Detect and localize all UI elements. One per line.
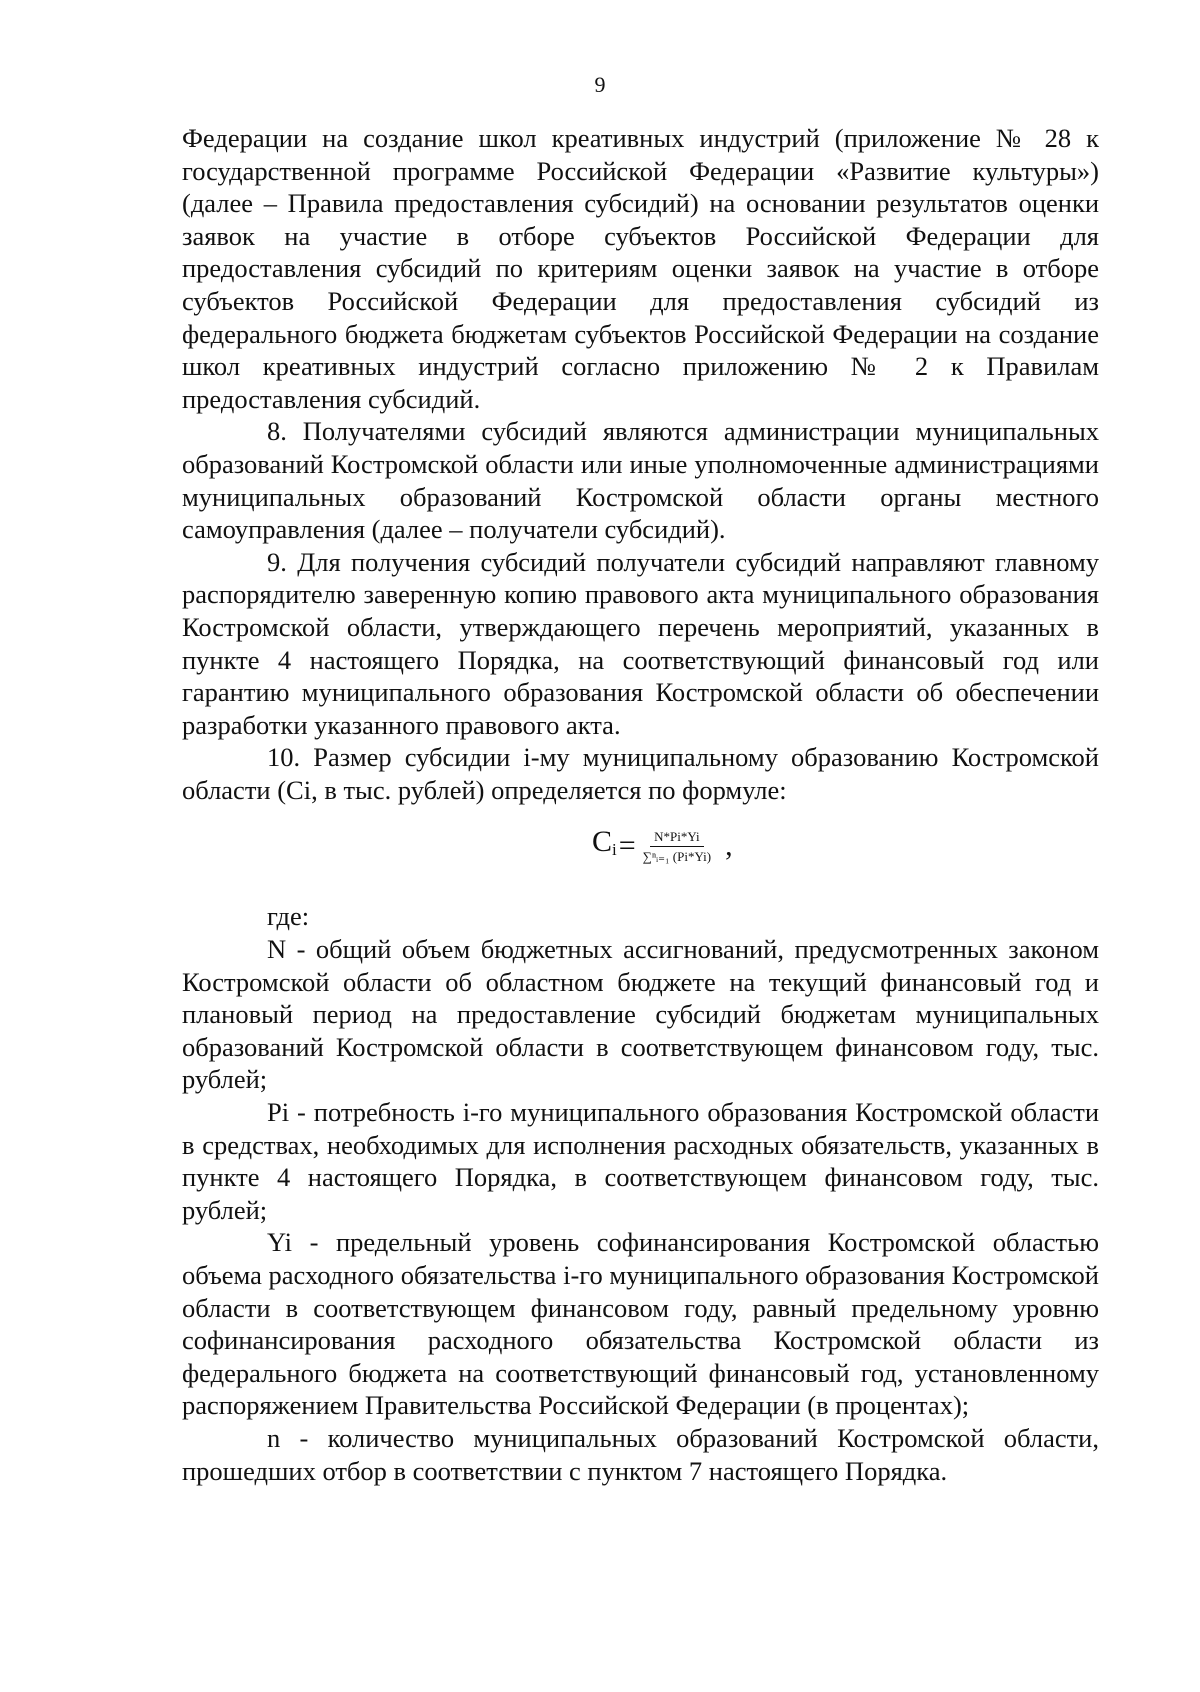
paragraph-9: 9. Для получения субсидий получатели субсидий направляют главному распорядителю заверенную копию правового акта муниципального образования Костромской области, утверждающего перечень мероприятий, указанных в пункте 4 настоящего Порядка, на соответствующий финансовый год или гарантию муниципального образования Костромской области об обеспечении разработки указанного правового акта. (182, 546, 1099, 740)
subsidy-formula (592, 826, 733, 867)
where-label: где: (267, 901, 310, 932)
definition-Yi: Yi - предельный уровень софинансирования Костромской областью объема расходного обязательства i-го муниципального образования Костромской области в соответствующем финансовом году, равный предельному уровню софинансирования расходного обязательства Костромской области из федерального бюджета на соответствующий финансовый год, установленному распоряжением Правительства Российской Федерации (в процентах); (182, 1227, 1099, 1421)
definition-Pi: Pi - потребность i-го муниципального образования Костромской области в средствах, необходимых для исполнения расходных обязательств, указанных в пункте 4 настоящего Порядка, в соответствующем финансовом году, тыс. рублей; (182, 1097, 1099, 1225)
formula-denominator: ∑ⁿᵢ₌₁ (Pi*Yi) (642, 849, 712, 865)
page-number: 9 (594, 72, 606, 97)
definition-N: N - общий объем бюджетных ассигнований, предусмотренных законом Костромской области об областном бюджете на текущий финансовый год и плановый период на предоставление субсидий бюджетам муниципальных образований Костромской области в соответствующем финансовом году, тыс. рублей; (182, 934, 1099, 1095)
formula-lhs-subscript: i (612, 840, 617, 860)
formula-fraction (639, 829, 715, 864)
document-body (182, 122, 1099, 1487)
paragraph-8: 8. Получателями субсидий являются администрации муниципальных образований Костромской области или иные уполномоченные администрациями муниципальных образований Костромской области органы местного самоуправления (далее – получатели субсидий). (182, 416, 1099, 545)
formula-trailing-comma: , (725, 829, 733, 863)
formula-block (182, 806, 1099, 900)
formula-equals: = (618, 829, 636, 863)
paragraph-10: 10. Размер субсидии i-му муниципальному образованию Костромской области (Ci, в тыс. рублей) определяется по формуле: (182, 742, 1099, 805)
formula-numerator: N*Pi*Yi (650, 829, 704, 847)
definition-n: n - количество муниципальных образований Костромской области, прошедших отбор в соответствии с пунктом 7 настоящего Порядка. (182, 1422, 1099, 1486)
formula-lhs: $C_i$ (592, 825, 617, 860)
paragraph-7-continuation: Федерации на создание школ креативных индустрий (приложение № 28 к государственной программе Российской Федерации «Развитие культуры») (далее – Правила предоставления субсидий) на основании результатов оценки заявок на участие в отборе субъектов Российской Федерации для предоставления субсидий по критериям оценки заявок на участие в отборе субъектов Российской Федерации для предоставления субсидий из федерального бюджета бюджетам субъектов Российской Федерации на создание школ креативных индустрий согласно приложению № 2 к Правилам предоставления субсидий. (182, 123, 1099, 414)
